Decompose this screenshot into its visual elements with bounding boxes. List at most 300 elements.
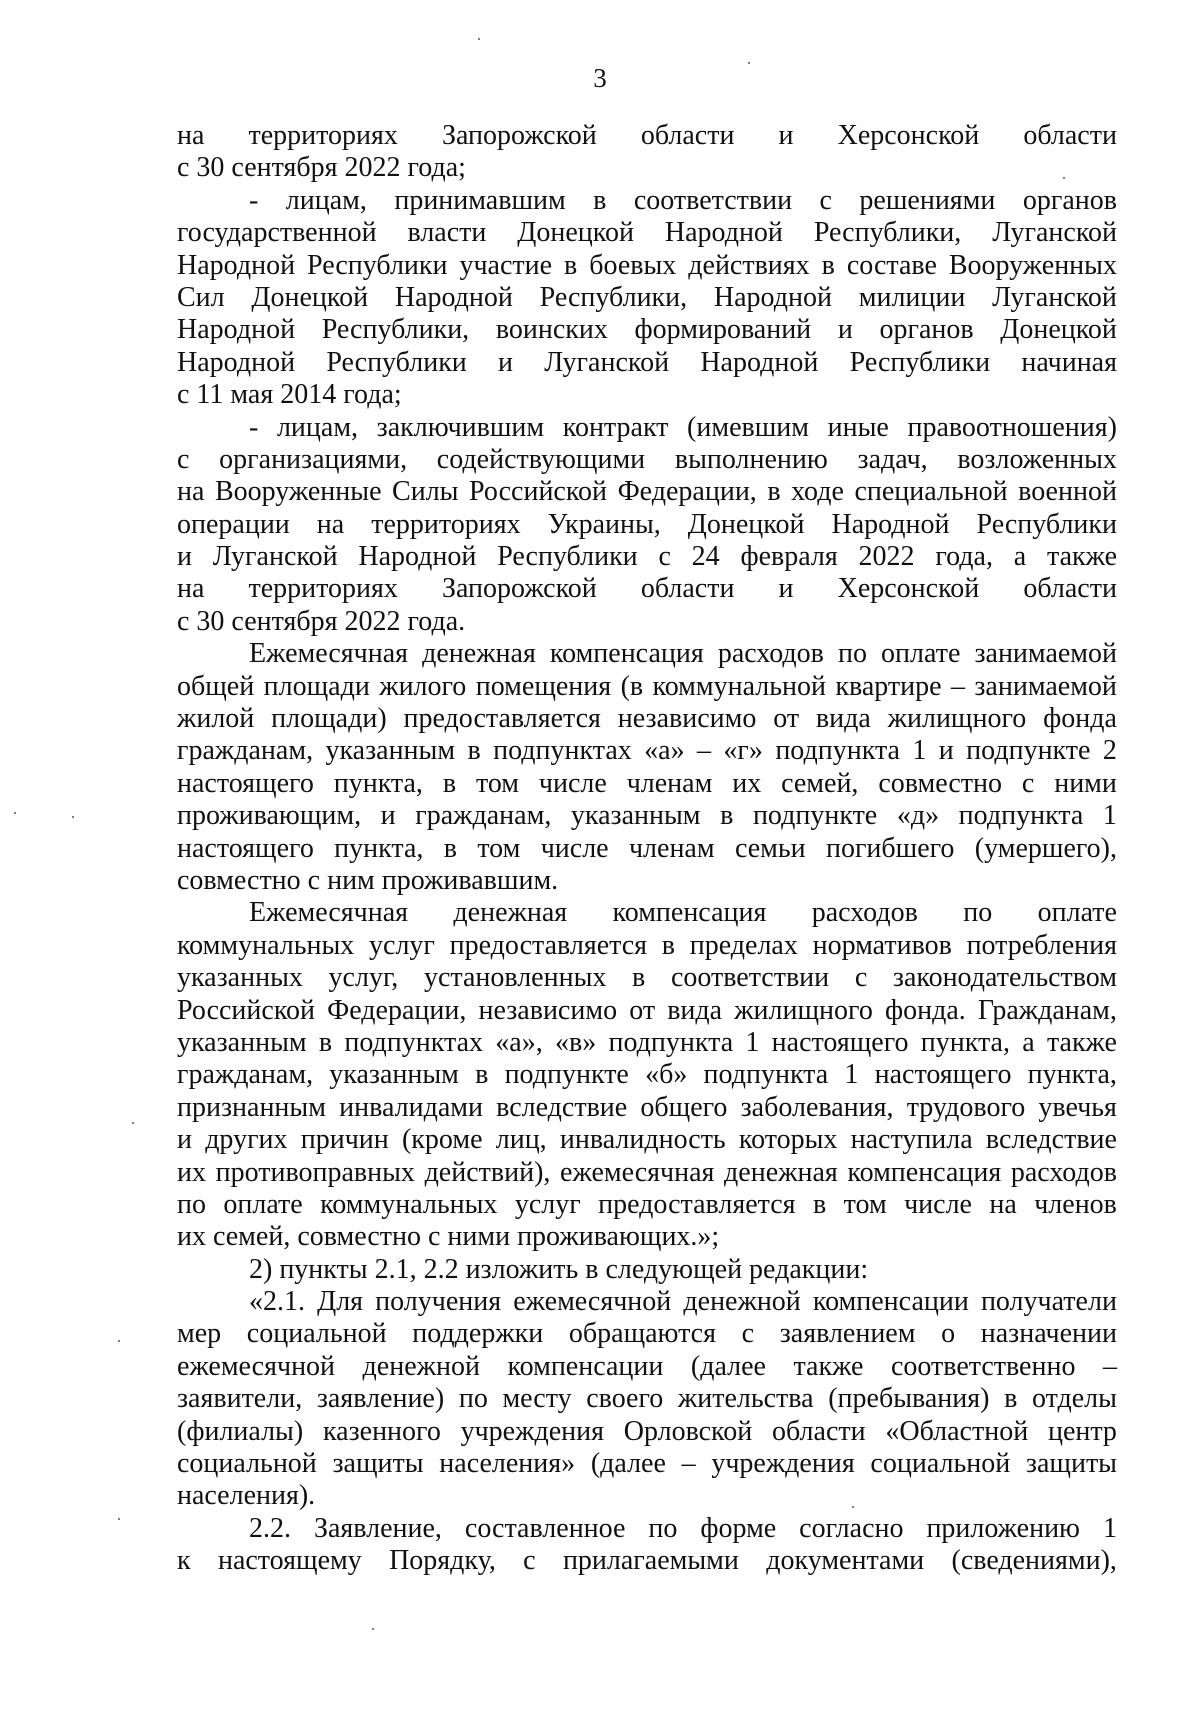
word: с: [854, 962, 868, 994]
word: специальной: [854, 476, 1008, 508]
word: членам: [628, 832, 715, 864]
word: занимаемой: [974, 670, 1117, 702]
word: Народной: [177, 249, 296, 281]
word: настоящего: [771, 1026, 909, 1058]
word: на: [177, 476, 205, 508]
text-line: [177, 379, 1117, 411]
word: трудового: [906, 1091, 1026, 1123]
word: денежной: [683, 1286, 801, 1318]
word: года,: [935, 541, 993, 573]
word: подпункта: [608, 1026, 734, 1058]
word: в: [1004, 1383, 1018, 1415]
word: оплате: [223, 1188, 303, 1220]
word: –: [681, 1448, 696, 1480]
word: с: [741, 1318, 755, 1350]
word: в: [632, 962, 646, 994]
word: денежная: [724, 1156, 838, 1188]
word: социальной: [177, 1448, 317, 1480]
word: подпункта: [958, 800, 1084, 832]
word: области: [640, 573, 735, 605]
word: организациями,: [219, 443, 408, 475]
word: денежной: [362, 1350, 480, 1382]
word: фонда: [1043, 703, 1117, 735]
word: (имевшим: [687, 411, 809, 443]
word: также: [1046, 541, 1117, 573]
word: на: [989, 1188, 1017, 1220]
scan-speck: [372, 1628, 374, 1630]
word: «г»: [723, 735, 763, 767]
word: вследствие: [985, 1124, 1117, 1156]
word: инвалидами: [339, 1091, 483, 1123]
word: Силы: [392, 476, 459, 508]
word: указанным: [177, 1026, 307, 1058]
word: Сил: [177, 281, 225, 313]
word: Российской: [177, 994, 315, 1026]
word: и: [837, 314, 853, 346]
word: жилой: [177, 703, 255, 735]
word: ходе: [791, 476, 844, 508]
line-text: с 30 сентября 2022 года.: [177, 605, 466, 637]
text-line: [177, 1318, 1117, 1350]
word: жилого: [379, 670, 467, 702]
word: «а»,: [495, 1026, 543, 1058]
word: Порядку,: [389, 1545, 496, 1577]
word: потребления: [966, 929, 1117, 961]
word: 2.2.: [249, 1512, 291, 1544]
word: обращаются: [568, 1318, 716, 1350]
word: настоящему: [217, 1545, 362, 1577]
word: подпунктах: [493, 735, 632, 767]
word: на: [177, 120, 205, 151]
word: социальной: [246, 1318, 387, 1350]
word: с: [658, 541, 671, 573]
word: инвалидность: [559, 1124, 726, 1156]
word: Херсонской: [837, 573, 980, 605]
word: том: [475, 767, 520, 799]
word: гражданам,: [415, 800, 552, 832]
word: заявление): [316, 1383, 445, 1415]
word: государственной: [177, 217, 377, 249]
word: в: [720, 800, 734, 832]
word: мер: [177, 1318, 222, 1350]
word: общей: [177, 670, 255, 702]
word: настоящего: [177, 832, 314, 864]
word: компенсации: [507, 1350, 664, 1382]
word: Республики,: [539, 281, 688, 313]
word: ежемесячной: [177, 1350, 336, 1382]
word: и: [778, 120, 794, 151]
text-line: [177, 800, 1117, 832]
word: выполнению: [674, 443, 828, 475]
word: территориях: [248, 120, 398, 151]
word: также: [1046, 1026, 1117, 1058]
word: воинских: [495, 314, 608, 346]
word: противоправных: [215, 1156, 415, 1188]
word: Донецкой: [687, 508, 805, 540]
word: том: [477, 832, 521, 864]
word: по: [837, 638, 867, 670]
line-text: с 11 мая 2014 года;: [177, 379, 402, 411]
word: по: [458, 1383, 488, 1415]
word: лиц,: [495, 1124, 547, 1156]
word: независимо: [478, 994, 618, 1026]
text-line: [177, 1513, 1117, 1545]
word: денежная: [422, 638, 536, 670]
word: расходов: [811, 897, 918, 929]
word: месту: [502, 1383, 572, 1415]
word: в: [475, 1059, 489, 1091]
word: Федерации,: [327, 994, 467, 1026]
word: в: [767, 476, 781, 508]
word: пункта,: [1027, 1059, 1117, 1091]
word: компенсация: [549, 638, 704, 670]
word: боевых: [589, 249, 677, 281]
word: «а»: [644, 735, 685, 767]
text-line: [177, 703, 1117, 735]
word: области: [1023, 573, 1117, 605]
word: и: [380, 800, 396, 832]
word: вида: [667, 994, 723, 1026]
scan-speck: [132, 1122, 134, 1124]
word: с: [177, 443, 190, 475]
word: Запорожской: [441, 573, 597, 605]
word: (филиалы): [177, 1415, 304, 1447]
word: лицам,: [276, 411, 359, 443]
word: Донецкой: [1000, 314, 1117, 346]
word: в: [442, 767, 457, 799]
word: территориях: [248, 573, 398, 605]
word: компенсации: [812, 1286, 969, 1318]
word: признанным: [177, 1091, 326, 1123]
word: услуг,: [328, 962, 399, 994]
word: Херсонской: [837, 120, 980, 151]
text-line: [177, 509, 1117, 541]
word: органов: [879, 314, 974, 346]
word: независимо: [617, 703, 757, 735]
word: по: [963, 897, 993, 929]
word: жительства: [677, 1383, 814, 1415]
word: власти: [407, 217, 487, 249]
word: о: [941, 1318, 956, 1350]
word: содействующими: [436, 443, 646, 475]
word: коммунальных: [177, 929, 355, 961]
word: указанным: [329, 1059, 459, 1091]
text-line: [177, 930, 1117, 962]
word: 1: [745, 1026, 760, 1058]
word: а: [1013, 541, 1027, 573]
scan-speck: [478, 38, 480, 40]
word: на: [316, 508, 345, 540]
word: Народной: [831, 508, 950, 540]
word: возложенных: [957, 443, 1117, 475]
word: подпунктах: [344, 1026, 484, 1058]
word: Ежемесячная: [249, 638, 409, 670]
word: гражданам,: [177, 735, 314, 767]
text-line: [177, 412, 1117, 444]
word: Народной: [700, 346, 819, 378]
word: Запорожской: [441, 120, 597, 151]
word: (в: [620, 670, 644, 702]
word: предоставляется: [403, 703, 601, 735]
word: указанных: [177, 962, 303, 994]
word: подпункте: [752, 800, 878, 832]
word: Орловской: [623, 1415, 753, 1447]
word: с: [523, 1545, 536, 1577]
word: органов: [1022, 184, 1117, 216]
word: квартире: [835, 670, 942, 702]
text-line: [177, 1351, 1117, 1383]
word: начиная: [1021, 346, 1117, 378]
word: по: [648, 1512, 678, 1544]
word: 1: [912, 735, 927, 767]
word: центр: [1047, 1415, 1117, 1447]
word: Для: [317, 1286, 364, 1318]
word: законодательством: [892, 962, 1117, 994]
word: пункта,: [333, 767, 423, 799]
word: площади: [263, 670, 370, 702]
text-line: [177, 995, 1117, 1027]
word: соответствии: [670, 962, 830, 994]
word: учреждения: [460, 1415, 604, 1447]
text-line: [177, 1286, 1117, 1318]
word: (кроме: [401, 1124, 483, 1156]
word: (сведениями),: [951, 1545, 1117, 1577]
text-line: [177, 1092, 1117, 1124]
word: общего: [640, 1091, 728, 1123]
word: семей,: [781, 767, 859, 799]
word: от: [773, 703, 800, 735]
word: «д»: [896, 800, 940, 832]
scan-speck: [748, 62, 750, 64]
word: 24: [691, 541, 720, 573]
word: Заявление,: [313, 1512, 442, 1544]
word: –: [1102, 1350, 1117, 1382]
word: своего: [586, 1383, 664, 1415]
word: Народной: [177, 314, 296, 346]
text-line: [177, 1221, 1117, 1253]
word: подпункте: [504, 1059, 629, 1091]
word: Вооруженные: [214, 476, 382, 508]
word: погибшего: [825, 832, 955, 864]
text-line: [177, 768, 1117, 800]
word: членов: [1034, 1188, 1117, 1220]
word: в: [564, 249, 578, 281]
word: вследствие: [496, 1091, 628, 1123]
word: 1: [1102, 1512, 1117, 1544]
word: причин: [300, 1124, 389, 1156]
text-line: [177, 1448, 1117, 1480]
word: расходов: [717, 638, 824, 670]
line-text: с 30 сентября 2022 года;: [177, 152, 466, 184]
word: заболевания,: [740, 1091, 894, 1123]
word: приложению: [926, 1512, 1080, 1544]
word: участие: [459, 249, 553, 281]
line-text: населения).: [177, 1480, 316, 1512]
scan-speck: [1063, 177, 1065, 179]
scan-speck: [118, 1340, 120, 1342]
word: нормативов: [812, 929, 952, 961]
word: лицам,: [285, 184, 367, 216]
word: принимавшим: [394, 184, 566, 216]
word: настоящего: [874, 1059, 1012, 1091]
word: занимаемой: [974, 638, 1117, 670]
word: -: [249, 184, 259, 216]
text-line: [177, 573, 1117, 605]
word: согласно: [799, 1512, 904, 1544]
text-line: [177, 282, 1117, 314]
word: денежная: [453, 897, 568, 929]
text-line: [177, 250, 1117, 282]
word: коммунальной: [652, 670, 826, 702]
word: ежемесячная: [560, 1156, 715, 1188]
word: области: [1023, 120, 1117, 151]
text-line: [177, 120, 1117, 152]
word: соответствии: [633, 184, 793, 216]
text-line: [177, 865, 1117, 897]
text-line: [177, 1254, 1117, 1286]
word: настоящего: [177, 767, 314, 799]
text-line: [177, 217, 1117, 249]
word: Республики,: [813, 217, 962, 249]
word: подпункта: [775, 735, 900, 767]
document-body: [177, 120, 1117, 1578]
word: февраля: [740, 541, 838, 573]
word: территориях: [371, 508, 521, 540]
word: (далее: [590, 1448, 666, 1480]
word: составе: [846, 249, 937, 281]
word: жилищного: [887, 703, 1027, 735]
word: Республики: [976, 508, 1117, 540]
text-line: [177, 152, 1117, 184]
word: оплате: [881, 638, 961, 670]
word: Украины,: [547, 508, 661, 540]
word: Российской: [469, 476, 608, 508]
word: правоотношения): [907, 411, 1117, 443]
word: 1: [844, 1059, 859, 1091]
text-line: [177, 1157, 1117, 1189]
text-line: [177, 1189, 1117, 1221]
word: оплате: [1037, 897, 1117, 929]
word: прилагаемыми: [562, 1545, 739, 1577]
word: в: [593, 184, 607, 216]
word: получатели: [980, 1286, 1117, 1318]
word: а: [1022, 1026, 1035, 1058]
word: услуг: [514, 1188, 581, 1220]
word: (далее: [690, 1350, 766, 1382]
word: в: [318, 1026, 333, 1058]
text-line: [177, 347, 1117, 379]
word: членам: [626, 767, 713, 799]
word: и: [177, 541, 192, 573]
text-line: [177, 1383, 1117, 1415]
word: поддержки: [412, 1318, 544, 1350]
word: фонда.: [884, 994, 966, 1026]
text-line: [177, 476, 1117, 508]
word: назначении: [980, 1318, 1117, 1350]
word: заключившим: [376, 411, 545, 443]
word: Луганской: [544, 346, 670, 378]
word: с: [819, 184, 832, 216]
line-text: 2) пункты 2.1, 2.2 изложить в следующей редакции:: [249, 1253, 869, 1285]
text-line: [177, 444, 1117, 476]
text-line: [177, 314, 1117, 346]
word: действиях: [688, 249, 810, 281]
text-line: [177, 671, 1117, 703]
word: числе: [540, 832, 609, 864]
word: контракт: [562, 411, 669, 443]
word: их: [177, 1156, 206, 1188]
word: Народной: [394, 281, 513, 313]
word: пределах: [689, 929, 798, 961]
scan-speck: [852, 1506, 854, 1508]
word: семьи: [734, 832, 806, 864]
word: Донецкой: [517, 217, 634, 249]
word: Народной: [358, 541, 477, 573]
word: Ежемесячная: [249, 897, 409, 929]
word: Федерации,: [617, 476, 757, 508]
word: и: [778, 573, 794, 605]
word: ежемесячной: [513, 1286, 672, 1318]
word: Республики: [849, 346, 991, 378]
word: числе: [538, 767, 607, 799]
word: Республики,: [321, 314, 470, 346]
word: составленное: [464, 1512, 626, 1544]
word: с: [1021, 767, 1035, 799]
word: «Областной: [885, 1415, 1029, 1447]
word: компенсация: [847, 1156, 1002, 1188]
text-line: [177, 1059, 1117, 1091]
word: «в»: [554, 1026, 597, 1058]
word: расходов: [1010, 1156, 1117, 1188]
word: их: [732, 767, 762, 799]
word: также: [793, 1350, 864, 1382]
text-line: [177, 735, 1117, 767]
word: гражданам,: [177, 1059, 314, 1091]
text-line: [177, 833, 1117, 865]
word: совместно: [878, 767, 1002, 799]
word: в: [443, 832, 457, 864]
text-line: [177, 606, 1117, 638]
word: заявители,: [177, 1383, 303, 1415]
word: подпункте: [966, 735, 1091, 767]
word: пункта,: [334, 832, 424, 864]
text-line: [177, 962, 1117, 994]
word: ними: [1054, 767, 1117, 799]
word: к: [177, 1545, 191, 1577]
word: и: [938, 735, 954, 767]
word: области: [640, 120, 735, 151]
line-text: совместно с ним проживавшим.: [177, 864, 559, 896]
word: области: [772, 1415, 866, 1447]
scan-speck: [14, 812, 16, 814]
word: подпункта: [703, 1059, 829, 1091]
word: на: [177, 573, 205, 605]
word: указанным: [325, 735, 456, 767]
word: Республики: [307, 249, 448, 281]
word: формирований: [634, 314, 812, 346]
word: и: [177, 1124, 192, 1156]
word: в: [467, 735, 481, 767]
word: помещения: [475, 670, 612, 702]
word: Народной: [713, 281, 832, 313]
word: вида: [815, 703, 871, 735]
text-line: [177, 541, 1117, 573]
text-line: [177, 638, 1117, 670]
word: площади): [271, 703, 387, 735]
word: том: [843, 1188, 887, 1220]
word: жилищного: [734, 994, 873, 1026]
word: компенсация: [612, 897, 767, 929]
